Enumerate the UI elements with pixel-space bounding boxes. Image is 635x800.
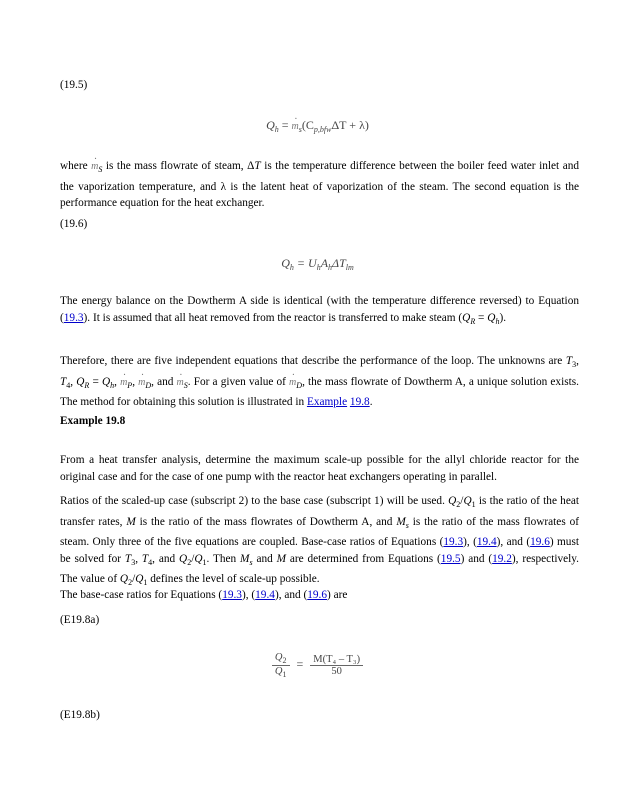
link-equation-19-4[interactable]: 19.4 (255, 589, 275, 601)
equation-label-19-6: (19.6) (60, 218, 88, 230)
equation-19-6: $Q_h = U_hA_h\Delta T_{lm}$ (281, 256, 354, 272)
paragraph-ratios: Ratios of the scaled-up case (subscript 2) to the base case (subscript 1) will be used. $Q_2/Q_1$ is the ratio of the heat transfer rates, M is the ratio of the mass flowrates of Dowtherm A, and $M_s$ is the ratio of the mass flowrates of steam. Only three of the five equations are coupled. Base-case ratios of Equations (19.3), (19.4), and (19.6) must be solved for $T_3$, $T_4$, and $Q_2/Q_1$. Then $M_s$ and M are determined from Equations (19.5) and (19.2), respectively. The value of $Q_2/Q_1$ defines the level of scale-up possible. (60, 495, 580, 587)
link-equation-19-3[interactable]: 19.3 (443, 536, 464, 548)
link-example[interactable]: Example (306, 396, 348, 408)
equation-label-e19-8a: (E19.8a) (60, 614, 100, 626)
example-heading: Example 19.8 (60, 415, 126, 427)
link-equation-19-2[interactable]: 19.2 (492, 552, 512, 565)
fraction-q2-q1: $\frac{Q_2}{Q_1}$ (272, 652, 290, 679)
link-example-19-8[interactable]: 19.8 (349, 396, 370, 408)
paragraph-base-case: The base-case ratios for Equations (19.3), (19.4), and (19.6) are (60, 589, 348, 601)
fraction-rhs: $\frac{\text{M(T₄ – T₃)}}{50}$ (310, 654, 363, 677)
paragraph-independent-equations: Therefore, there are five independent equations that describe the performance of the loop. The unknowns are $T_3$, $T_4$, $Q_R = Q_h$, · $m_P$, · $m_D$, and · $m_S$. For a given value of · $m_D$, the mass flowrate of Dowtherm A, a unique solution exists. The method for obtaining this solution is illustrated in Example 19.8. (60, 353, 579, 411)
equation-e19-8a: $\frac{Q_2}{Q_1}$ = $\frac{\text{M(T₄ – T₃)}}{50}$ (0, 652, 635, 679)
link-equation-19-6[interactable]: 19.6 (307, 589, 328, 601)
paragraph-problem-statement: From a heat transfer analysis, determine the maximum scale-up possible for the allyl chloride reactor for the original case and for the case of one pump with the reactor heat exchangers operating in parallel. (60, 454, 579, 483)
equation-label-19-5: (19.5) (60, 79, 88, 91)
paragraph-steam-definitions: where · $m_S$ is the mass flowrate of steam, ΔT is the temperature difference between the boiler feed water inlet and the vaporization temperature, and λ is the latent heat of vaporization of the steam. The second equation is the performance equation for the heat exchanger. (60, 158, 579, 212)
link-equation-19-5[interactable]: 19.5 (440, 552, 461, 565)
link-equation-19-6[interactable]: 19.6 (530, 536, 550, 548)
equation-label-e19-8b: (E19.8b) (60, 709, 100, 721)
link-equation-19-3[interactable]: 19.3 (222, 589, 242, 601)
link-equation-19-3[interactable]: 19.3 (63, 311, 84, 324)
paragraph-energy-balance: The energy balance on the Dowtherm A side is identical (with the temperature difference reversed) to Equation (19.3). It is assumed that all heat removed from the reactor is transferred to make steam $(Q_R = Q_h)$. (60, 295, 579, 326)
link-equation-19-4[interactable]: 19.4 (476, 536, 497, 548)
equation-19-5: $Q_h$ = · $m_s(C_{p,bfw}\Delta T + \lambda)$ (0, 118, 635, 134)
